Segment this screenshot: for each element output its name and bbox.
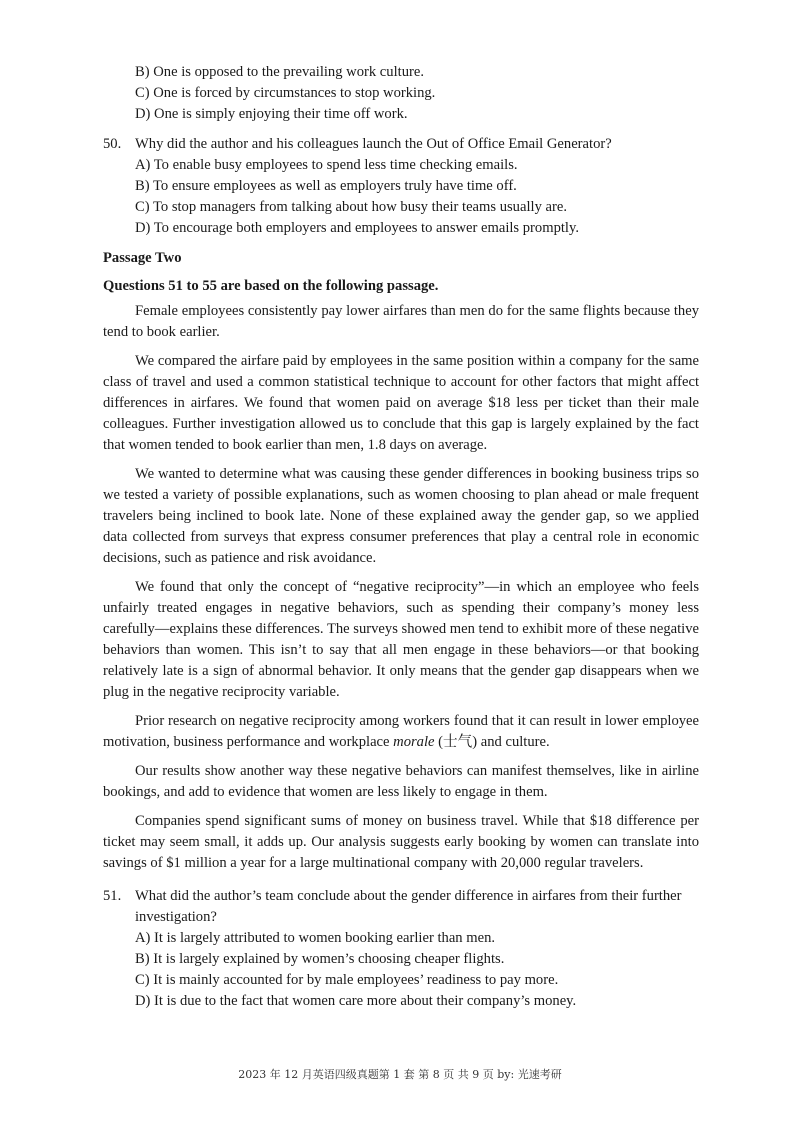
q51-number: 51. — [103, 888, 122, 904]
p5-text-after: and culture. — [477, 734, 550, 750]
passage-body — [103, 301, 699, 874]
p5-term-morale: morale — [393, 734, 435, 750]
q51-option-d: D) It is due to the fact that women care more about their company’s money. — [135, 993, 577, 1009]
q51-text: What did the author’s team conclude about the gender difference in airfares from their further investigation? — [135, 888, 682, 925]
q51-option-b: B) It is largely explained by women’s choosing cheaper flights. — [135, 951, 505, 967]
q51-option-a: A) It is largely attributed to women booking earlier than men. — [135, 930, 496, 946]
passage-paragraph: Female employees consistently pay lower airfares than men do for the same flights because they tend to book earlier. — [103, 303, 699, 340]
passage-paragraph-morale — [103, 711, 699, 753]
q50-number: 50. — [103, 136, 122, 152]
question-51 — [103, 886, 699, 1012]
passage-two — [103, 248, 699, 874]
q50-text: Why did the author and his colleagues launch the Out of Office Email Generator? — [135, 136, 612, 152]
q50-option-b: B) To ensure employees as well as employers truly have time off. — [135, 178, 517, 194]
passage-paragraph: We wanted to determine what was causing these gender differences in booking business trips so we tested a variety of possible explanations, such as women choosing to plan ahead or male frequent travelers being inclined to book late. None of these explained away the gender gap, so we applied data collected from surveys that express consumer preferences that play a central role in economic decisions, such as patience and risk avoidance. — [103, 466, 699, 566]
exam-page — [103, 62, 699, 1012]
q51-option-c: C) It is mainly accounted for by male employees’ readiness to pay more. — [135, 972, 559, 988]
page-footer: 2023 年 12 月英语四级真题第 1 套 第 8 页 共 9 页 by: 光速考研 — [238, 1068, 562, 1081]
q50-stem — [103, 134, 699, 155]
passage-paragraph: We found that only the concept of “negative reciprocity”—in which an employee who feels unfairly treated engages in negative behaviors, such as spending their company’s money less carefully—explains these differences. The surveys showed men tend to exhibit more of these negative behaviors than women. This isn’t to say that all men engage in these behaviors—or that booking relatively late is a sign of abnormal behavior. It only means that the gender gap disappears when we plug in the negative reciprocity variable. — [103, 579, 699, 700]
passage-paragraph: We compared the airfare paid by employees in the same position within a company for the same class of travel and used a common statistical technique to account for other factors that might affect differences in airfares. We found that women paid on average $18 less per ticket than their male colleagues. Further investigation allowed us to conclude that this gap is largely explained by the fact that women tended to book earlier than men, 1.8 days on average. — [103, 353, 699, 453]
q49-option-b: B) One is opposed to the prevailing work culture. — [135, 64, 424, 80]
q49-option-c: C) One is forced by circumstances to stop working. — [135, 85, 436, 101]
question-50 — [103, 134, 699, 239]
passage-title: Passage Two — [103, 250, 182, 266]
p5-gloss: (士气) — [434, 734, 478, 750]
q50-option-a: A) To enable busy employees to spend less time checking emails. — [135, 157, 518, 173]
passage-paragraph: Our results show another way these negative behaviors can manifest themselves, like in airline bookings, and add to evidence that women are less likely to engage in them. — [103, 763, 699, 800]
q51-stem — [103, 886, 699, 928]
q50-option-d: D) To encourage both employers and employees to answer emails promptly. — [135, 220, 579, 236]
passage-paragraph: Companies spend significant sums of money on business travel. While that $18 difference per ticket may seem small, it adds up. Our analysis suggests early booking by women can translate into savings of $1 million a year for a large multinational company with 20,000 regular travelers. — [103, 813, 699, 871]
passage-instruction: Questions 51 to 55 are based on the following passage. — [103, 278, 439, 294]
q49-option-d: D) One is simply enjoying their time off work. — [135, 106, 408, 122]
q50-option-c: C) To stop managers from talking about how busy their teams usually are. — [135, 199, 567, 215]
p5-text-before: Prior research on negative reciprocity among workers found that it can result in lower employee motivation, business performance and workplace — [103, 713, 699, 750]
question-49-options — [103, 62, 699, 125]
